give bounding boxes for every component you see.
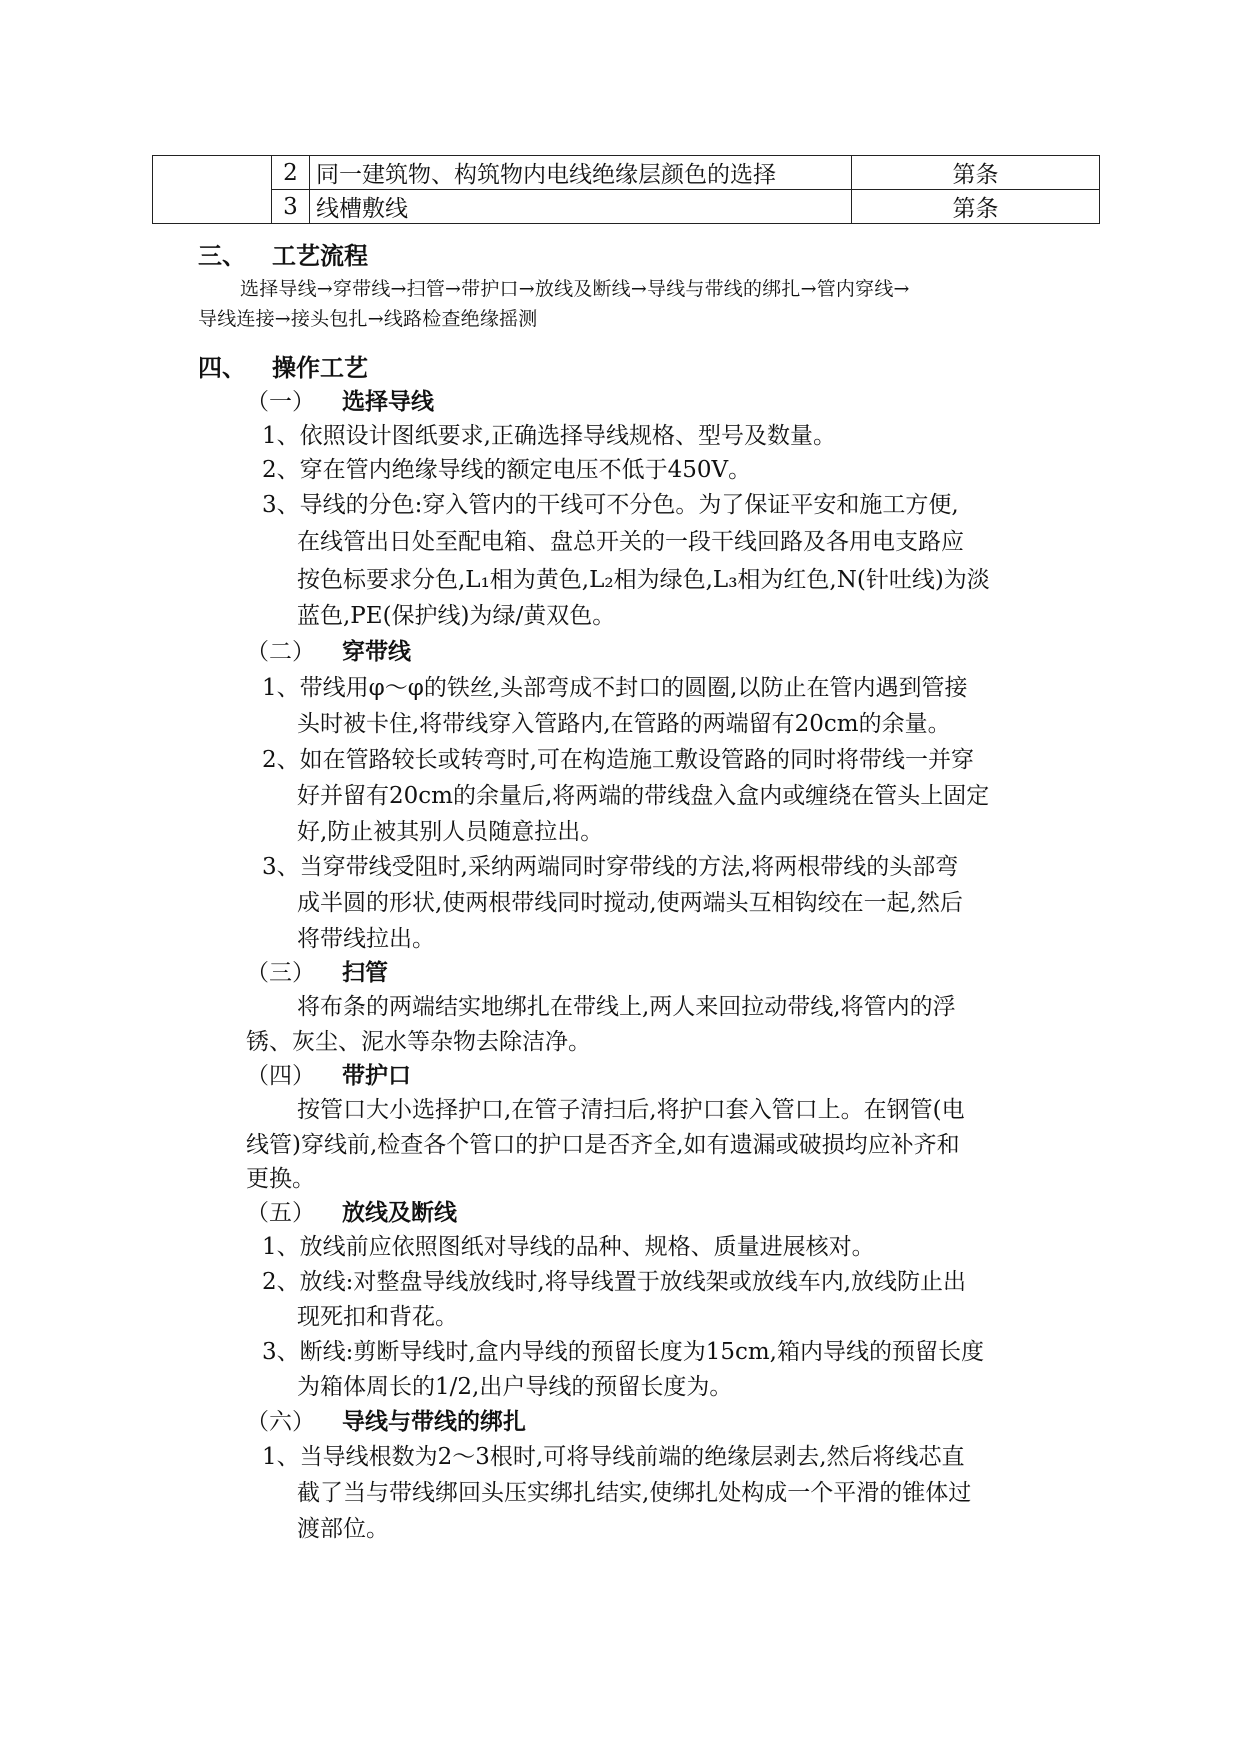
paragraph-line: 将布条的两端结实地绑扎在带线上,两人来回拉动带线,将管内的浮 <box>297 994 956 1020</box>
subsection-index: （六） <box>246 1409 315 1435</box>
process-flow-line: 选择导线→穿带线→扫管→带护口→放线及断线→导线与带线的绑扎→管内穿线→ <box>240 278 910 300</box>
paragraph-line: 按管口大小选择护口,在管子清扫后,将护口套入管口上。在钢管(电 <box>297 1097 965 1123</box>
table-cell-num: 2 <box>272 156 310 190</box>
paragraph-line: 3、断线:剪断导线时,盒内导线的预留长度为15cm,箱内导线的预留长度 <box>262 1339 984 1365</box>
paragraph-line: 好,防止被其别人员随意拉出。 <box>297 819 604 845</box>
subsection-heading <box>246 633 411 666</box>
paragraph-line: 1、带线用φ～φ的铁丝,头部弯成不封口的圆圈,以防止在管内遇到管接 <box>262 675 968 701</box>
subsection-index: （一） <box>246 389 315 415</box>
paragraph-line: 头时被卡住,将带线穿入管路内,在管路的两端留有20cm的余量。 <box>297 711 951 737</box>
paragraph-line: 蓝色,PE(保护线)为绿/黄双色。 <box>297 603 616 629</box>
paragraph-line: 好并留有20cm的余量后,将两端的带线盘入盒内或缠绕在管头上固定 <box>297 783 990 809</box>
subsection-heading <box>246 954 388 987</box>
paragraph-line: 按色标要求分色,L₁相为黄色,L₂相为绿色,L₃相为红色,N(针吐线)为淡 <box>297 567 990 593</box>
paragraph-line: 在线管出日处至配电箱、盘总开关的一段干线回路及各用电支路应 <box>297 529 964 555</box>
paragraph-line: 渡部位。 <box>297 1516 389 1542</box>
paragraph-line: 为箱体周长的1/2,出户导线的预留长度为。 <box>297 1374 733 1400</box>
paragraph-line: 锈、灰尘、泥水等杂物去除洁净。 <box>246 1029 591 1055</box>
section-title: 工艺流程 <box>272 242 368 270</box>
paragraph-line: 成半圆的形状,使两根带线同时搅动,使两端头互相钩绞在一起,然后 <box>297 890 963 916</box>
table-cell-clause: 第条 <box>852 190 1100 224</box>
paragraph-line: 截了当与带线绑回头压实绑扎结实,使绑扎处构成一个平滑的锥体过 <box>297 1480 972 1506</box>
process-flow-line: 导线连接→接头包扎→线路检查绝缘摇测 <box>198 308 538 330</box>
paragraph-line: 2、穿在管内绝缘导线的额定电压不低于450V。 <box>262 457 752 483</box>
subsection-title: 选择导线 <box>342 389 434 415</box>
paragraph-line: 1、当导线根数为2～3根时,可将导线前端的绝缘层剥去,然后将线芯直 <box>262 1444 965 1470</box>
table-row <box>153 190 1100 224</box>
section-heading <box>198 348 368 383</box>
table-row <box>153 156 1100 190</box>
paragraph-line: 1、依照设计图纸要求,正确选择导线规格、型号及数量。 <box>262 423 836 449</box>
subsection-index: （四） <box>246 1063 315 1089</box>
table-cell-num: 3 <box>272 190 310 224</box>
paragraph-line: 线管)穿线前,检查各个管口的护口是否齐全,如有遗漏或破损均应补齐和 <box>246 1132 960 1158</box>
paragraph-line: 更换。 <box>246 1166 315 1192</box>
subsection-title: 扫管 <box>342 960 388 986</box>
paragraph-line: 1、放线前应依照图纸对导线的品种、规格、质量进展核对。 <box>262 1234 875 1260</box>
table-cell-item: 线槽敷线 <box>310 190 852 224</box>
subsection-heading <box>246 1057 411 1090</box>
paragraph-line: 3、导线的分色:穿入管内的干线可不分色。为了保证平安和施工方便, <box>262 492 959 518</box>
paragraph-line: 现死扣和背花。 <box>297 1304 458 1330</box>
subsection-title: 放线及断线 <box>342 1200 457 1226</box>
subsection-heading <box>246 1403 526 1436</box>
subsection-heading <box>246 1194 457 1227</box>
subsection-index: （五） <box>246 1200 315 1226</box>
section-heading <box>198 236 368 271</box>
paragraph-line: 3、当穿带线受阻时,采纳两端同时穿带线的方法,将两根带线的头部弯 <box>262 854 959 880</box>
section-index: 三、 <box>198 242 246 270</box>
subsection-index: （二） <box>246 639 315 665</box>
table-cell-item: 同一建筑物、构筑物内电线绝缘层颜色的选择 <box>310 156 852 190</box>
paragraph-line: 2、如在管路较长或转弯时,可在构造施工敷设管路的同时将带线一并穿 <box>262 747 974 773</box>
paragraph-line: 2、放线:对整盘导线放线时,将导线置于放线架或放线车内,放线防止出 <box>262 1269 967 1295</box>
subsection-title: 穿带线 <box>342 639 411 665</box>
subsection-index: （三） <box>246 960 315 986</box>
section-title: 操作工艺 <box>272 354 368 382</box>
table-cell-blank <box>153 156 272 224</box>
subsection-heading <box>246 383 434 416</box>
reference-table <box>152 155 1100 224</box>
table-cell-clause: 第条 <box>852 156 1100 190</box>
subsection-title: 导线与带线的绑扎 <box>342 1409 526 1435</box>
section-index: 四、 <box>198 354 246 382</box>
paragraph-line: 将带线拉出。 <box>297 926 435 952</box>
subsection-title: 带护口 <box>342 1063 411 1089</box>
